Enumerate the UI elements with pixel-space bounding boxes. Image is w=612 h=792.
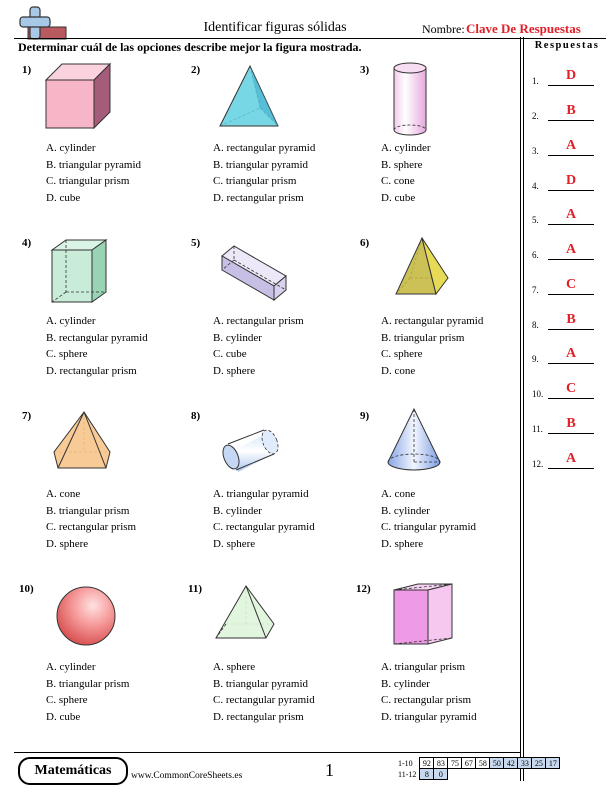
- option-c: C. triangular prism: [213, 175, 297, 187]
- green-rectangular-prism-figure: [48, 236, 110, 306]
- answer-row: [532, 379, 598, 399]
- worksheet-logo-icon: [16, 5, 68, 41]
- question-number: 1): [22, 64, 32, 76]
- option-b: B. cylinder: [381, 677, 430, 690]
- score-table: [396, 757, 560, 780]
- answer-number: 11.: [532, 424, 543, 434]
- name-value: Clave De Respuestas: [466, 21, 581, 36]
- option-d: D. sphere: [46, 537, 89, 550]
- blue-cylinder-figure: [214, 426, 280, 474]
- answer-row: [532, 344, 598, 364]
- answer-line: [548, 329, 594, 330]
- option-d: D. sphere: [381, 537, 424, 550]
- score-cell: 50: [490, 758, 504, 769]
- option-d: D. triangular pyramid: [381, 710, 477, 723]
- option-d: D. rectangular prism: [46, 364, 137, 377]
- option-d: D. cone: [381, 364, 416, 377]
- answer-line: [548, 294, 594, 295]
- answer-column-divider-inner: [523, 37, 524, 781]
- score-cell: 25: [532, 758, 546, 769]
- answer-value: C: [565, 277, 577, 292]
- score-row: [396, 769, 560, 780]
- question-number: 4): [22, 237, 32, 249]
- website-link[interactable]: www.CommonCoreSheets.es: [131, 771, 243, 781]
- answer-line: [548, 85, 594, 86]
- answer-number: 2.: [532, 111, 539, 121]
- option-c: C. rectangular prism: [381, 694, 472, 706]
- answer-line: [548, 224, 594, 225]
- question-options: [46, 659, 129, 725]
- blue-cone-figure: [384, 406, 444, 474]
- answer-value: A: [565, 451, 577, 466]
- option-c: C. rectangular pyramid: [213, 521, 315, 533]
- answers-header: Respuestas: [534, 40, 600, 51]
- footer-divider: [14, 752, 520, 753]
- name-label: Nombre:: [422, 22, 465, 36]
- answer-number: 8.: [532, 320, 539, 330]
- answer-row: [532, 449, 598, 469]
- option-c: C. triangular prism: [46, 175, 130, 187]
- red-sphere-figure: [54, 584, 118, 648]
- answer-row: [532, 205, 598, 225]
- answer-row: [532, 275, 598, 295]
- question-number: 2): [191, 64, 201, 76]
- score-cell: 33: [518, 758, 532, 769]
- answer-line: [548, 155, 594, 156]
- answer-value: D: [565, 68, 577, 83]
- answer-number: 12.: [532, 459, 544, 469]
- option-b: B. cylinder: [213, 504, 262, 517]
- option-a: A. rectangular pyramid: [381, 315, 484, 327]
- option-b: B. triangular pyramid: [213, 677, 309, 690]
- answer-row: [532, 66, 598, 86]
- option-b: B. triangular pyramid: [213, 158, 309, 171]
- question-number: 11): [188, 583, 203, 595]
- answer-line: [548, 120, 594, 121]
- answer-value: B: [566, 312, 576, 327]
- score-cell: 75: [448, 758, 462, 769]
- option-a: A. rectangular prism: [213, 315, 304, 327]
- orange-rectangular-pyramid-figure: [48, 408, 116, 472]
- option-c: C. cube: [213, 348, 247, 360]
- answer-value: B: [566, 103, 576, 118]
- answer-number: 5.: [532, 215, 539, 225]
- answer-number: 4.: [532, 181, 539, 191]
- option-b: B. cylinder: [381, 504, 430, 517]
- answer-number: 1.: [532, 76, 539, 86]
- instructions: Determinar cuál de las opciones describe mejor la figura mostrada.: [18, 40, 362, 54]
- option-b: B. triangular prism: [46, 677, 130, 690]
- option-d: D. rectangular prism: [213, 710, 304, 723]
- lavender-rectangular-prism-figure: [218, 240, 290, 304]
- question-options: [46, 140, 141, 206]
- question-options: [213, 486, 315, 552]
- score-cell: 92: [420, 758, 434, 769]
- answer-value: B: [566, 416, 576, 431]
- option-b: B. rectangular pyramid: [46, 331, 148, 344]
- answer-row: [532, 171, 598, 191]
- question-options: [381, 140, 430, 206]
- option-a: A. cylinder: [46, 142, 96, 154]
- answer-line: [548, 259, 594, 260]
- page-number: 1: [325, 760, 334, 780]
- answer-row: [532, 101, 598, 121]
- answer-line: [548, 363, 594, 364]
- option-c: C. sphere: [381, 348, 423, 360]
- question-options: [46, 486, 136, 552]
- option-a: A. cylinder: [381, 142, 431, 154]
- answer-line: [548, 433, 594, 434]
- score-cell: 67: [462, 758, 476, 769]
- header-divider: [14, 38, 606, 39]
- question-number: 7): [22, 410, 32, 422]
- option-c: C. triangular pyramid: [381, 521, 477, 533]
- worksheet-title: Identificar figuras sólidas: [203, 20, 347, 35]
- option-b: B. triangular prism: [381, 331, 465, 344]
- question-options: [381, 486, 476, 552]
- option-a: A. triangular prism: [381, 661, 466, 673]
- question-number: 8): [191, 410, 201, 422]
- answer-value: A: [565, 207, 577, 222]
- answer-column-divider: [520, 37, 521, 781]
- option-c: C. sphere: [46, 694, 88, 706]
- question-number: 10): [19, 583, 34, 595]
- question-options: [213, 659, 315, 725]
- score-row-label: 11-12: [398, 769, 417, 779]
- answer-value: C: [565, 381, 577, 396]
- option-d: D. sphere: [213, 364, 256, 377]
- score-cell: 42: [504, 758, 518, 769]
- answer-number: 3.: [532, 146, 539, 156]
- option-b: B. cylinder: [213, 331, 262, 344]
- option-a: A. rectangular pyramid: [213, 142, 316, 154]
- option-c: C. cone: [381, 175, 415, 187]
- option-a: A. cylinder: [46, 315, 96, 327]
- score-cell: 8: [420, 769, 434, 780]
- option-d: D. sphere: [213, 537, 256, 550]
- score-row-label: 1-10: [398, 758, 413, 768]
- olive-rectangular-pyramid-figure: [392, 234, 452, 300]
- option-a: A. sphere: [213, 661, 256, 673]
- answer-value: A: [565, 242, 577, 257]
- question-number: 5): [191, 237, 201, 249]
- option-d: D. cube: [381, 191, 416, 204]
- option-c: C. rectangular pyramid: [213, 694, 315, 706]
- question-options: [381, 659, 477, 725]
- score-cell: 17: [546, 758, 560, 769]
- option-b: B. triangular pyramid: [46, 158, 142, 171]
- answer-number: 6.: [532, 250, 539, 260]
- brand-badge: Matemáticas: [18, 757, 128, 785]
- option-c: C. rectangular prism: [46, 521, 137, 533]
- answer-value: D: [565, 173, 577, 188]
- cyan-triangular-pyramid-figure: [210, 62, 286, 132]
- question-options: [381, 313, 483, 379]
- magenta-triangular-prism-figure: [388, 580, 458, 650]
- answer-value: A: [565, 138, 577, 153]
- green-rectangular-pyramid-figure: [212, 582, 278, 644]
- question-number: 9): [360, 410, 370, 422]
- pink-cube-figure: [40, 60, 120, 134]
- answer-line: [548, 398, 594, 399]
- option-d: D. cube: [46, 191, 81, 204]
- answer-row: [532, 310, 598, 330]
- question-number: 3): [360, 64, 370, 76]
- answer-row: [532, 240, 598, 260]
- option-a: A. cylinder: [46, 661, 96, 673]
- option-a: A. cone: [46, 488, 81, 500]
- question-options: [46, 313, 148, 379]
- option-b: B. sphere: [381, 158, 423, 171]
- answer-number: 10.: [532, 389, 544, 399]
- answer-line: [548, 190, 594, 191]
- answer-line: [548, 468, 594, 469]
- pink-cylinder-figure: [390, 60, 430, 138]
- option-c: C. sphere: [46, 348, 88, 360]
- option-a: A. cone: [381, 488, 416, 500]
- answer-row: [532, 414, 598, 434]
- score-cell: 0: [434, 769, 448, 780]
- option-b: B. triangular prism: [46, 504, 130, 517]
- score-row: [396, 758, 560, 769]
- option-a: A. triangular pyramid: [213, 488, 309, 500]
- answer-number: 7.: [532, 285, 539, 295]
- option-d: D. rectangular prism: [213, 191, 304, 204]
- score-cell: 58: [476, 758, 490, 769]
- question-number: 12): [356, 583, 371, 595]
- question-number: 6): [360, 237, 370, 249]
- score-cell: 83: [434, 758, 448, 769]
- question-options: [213, 140, 315, 206]
- question-options: [213, 313, 304, 379]
- option-d: D. cube: [46, 710, 81, 723]
- answer-number: 9.: [532, 354, 539, 364]
- answer-value: A: [565, 346, 577, 361]
- answer-row: [532, 136, 598, 156]
